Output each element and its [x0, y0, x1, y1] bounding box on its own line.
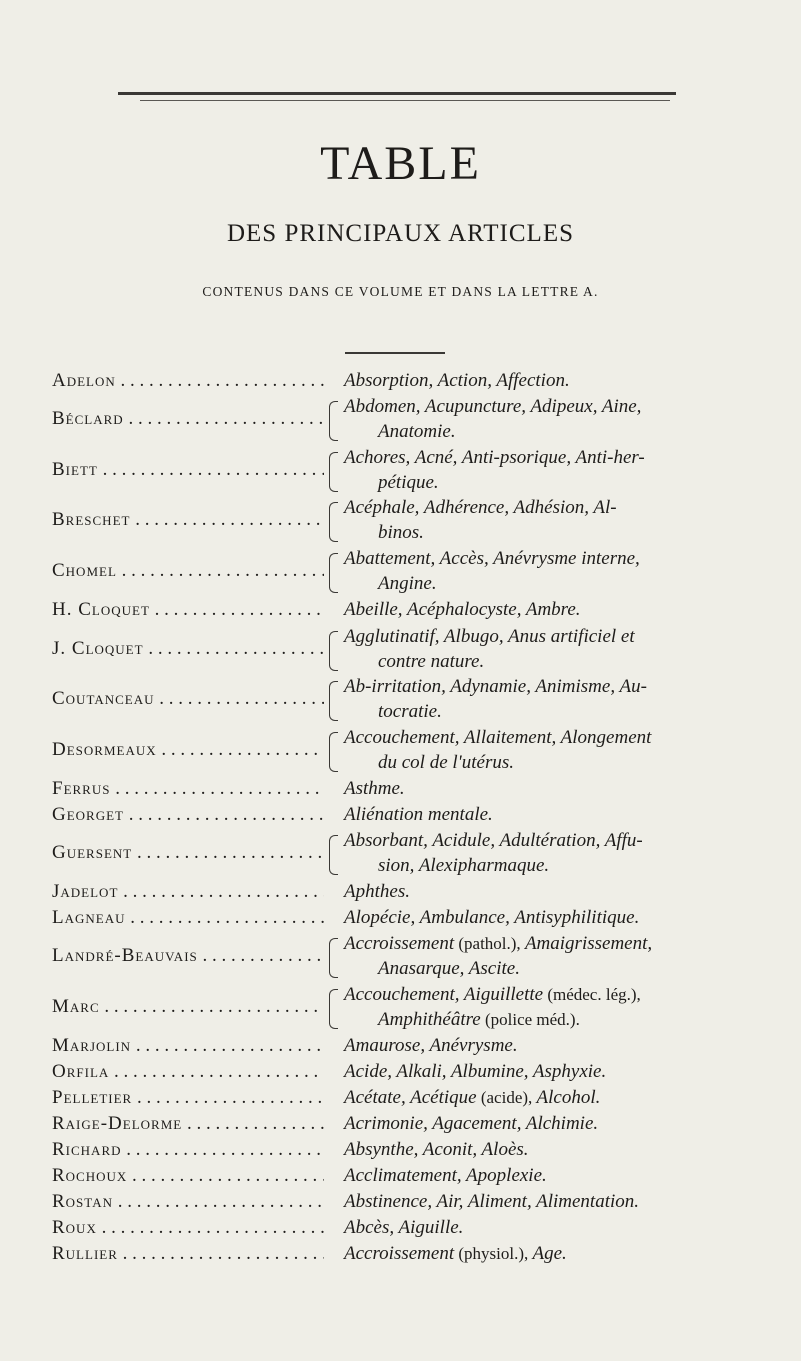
author-name: Rullier . . .	[52, 1243, 324, 1265]
article-qualifier: (physiol.),	[454, 1244, 533, 1263]
author-name: Rostan . . .	[52, 1191, 324, 1213]
author-name: Coutanceau . . .	[52, 688, 324, 710]
separator-rule	[345, 352, 445, 354]
author-name: Breschet . . .	[52, 509, 324, 531]
author-name: H. Cloquet . . .	[52, 599, 324, 621]
author-name: Lagneau . . .	[52, 907, 324, 929]
article-term: Amphithéâtre	[378, 1009, 481, 1030]
article-list-cont: Angine.	[378, 573, 437, 594]
author-name: Roux . . .	[52, 1217, 324, 1239]
article-list: Asthme.	[344, 778, 405, 799]
article-list: Aphthes.	[344, 881, 410, 902]
author-name: Béclard . . .	[52, 408, 324, 430]
article-list	[344, 984, 764, 1006]
brace	[329, 553, 338, 593]
article-qualifier: (pathol.),	[454, 934, 525, 953]
article-list: Abdomen, Acupuncture, Adipeux, Aine,	[344, 396, 642, 417]
article-list-cont: du col de l'utérus.	[378, 752, 514, 773]
article-term: Accouchement, Aiguillette	[344, 984, 544, 1005]
article-list: Acclimatement, Apoplexie.	[344, 1165, 547, 1186]
article-term: Accroissement	[344, 1243, 455, 1264]
article-list: Amaurose, Anévrysme.	[344, 1035, 518, 1056]
article-list: Abeille, Acéphalocyste, Ambre.	[344, 599, 581, 620]
brace	[329, 732, 338, 772]
article-term: Age.	[532, 1243, 567, 1264]
top-rule	[118, 92, 676, 95]
article-list: Abattement, Accès, Anévrysme interne,	[344, 548, 640, 569]
page-note: CONTENUS DANS CE VOLUME ET DANS LA LETTRE A.	[202, 284, 599, 299]
article-list-cont: contre nature.	[378, 651, 485, 672]
article-term: Accroissement	[344, 933, 455, 954]
author-name: Ferrus . . .	[52, 778, 324, 800]
article-list: Acrimonie, Agacement, Alchimie.	[344, 1113, 599, 1134]
article-term: Acétate, Acétique	[344, 1087, 477, 1108]
article-list-cont: Anasarque, Ascite.	[378, 958, 520, 979]
brace	[329, 681, 338, 721]
author-name: Biett . . .	[52, 459, 324, 481]
article-list: Acide, Alkali, Albumine, Asphyxie.	[344, 1061, 607, 1082]
article-list: Abstinence, Air, Aliment, Alimentation.	[344, 1191, 640, 1212]
author-name: Jadelot . . .	[52, 881, 324, 903]
author-name: Rochoux . . .	[52, 1165, 324, 1187]
brace	[329, 502, 338, 542]
article-list: Abcès, Aiguille.	[344, 1217, 464, 1238]
article-list-cont: Anatomie.	[378, 421, 456, 442]
brace	[329, 631, 338, 671]
article-list-cont	[378, 1009, 798, 1031]
article-qualifier: (acide),	[476, 1088, 537, 1107]
article-term: Alcohol.	[536, 1087, 601, 1108]
article-list: Absorption, Action, Affection.	[344, 370, 570, 391]
author-name: Desormeaux . . .	[52, 739, 324, 761]
brace	[329, 401, 338, 441]
author-name: Marjolin . . .	[52, 1035, 324, 1057]
article-list-cont: sion, Alexipharmaque.	[378, 855, 550, 876]
page-subtitle: DES PRINCIPAUX ARTICLES	[226, 220, 575, 247]
article-list: Alopécie, Ambulance, Antisyphilitique.	[344, 907, 640, 928]
article-list-cont: binos.	[378, 522, 424, 543]
brace	[329, 835, 338, 875]
article-list-cont: pétique.	[378, 472, 439, 493]
author-name: Pelletier . . .	[52, 1087, 324, 1109]
article-list: Achores, Acné, Anti-psorique, Anti-her-	[344, 447, 645, 468]
article-list: Acéphale, Adhérence, Adhésion, Al-	[344, 497, 617, 518]
article-list: Absorbant, Acidule, Adultération, Affu-	[344, 830, 643, 851]
author-name: Chomel . . .	[52, 560, 324, 582]
author-name: Landré-Beauvais . . .	[52, 945, 324, 967]
article-list: Aliénation mentale.	[344, 804, 493, 825]
article-list	[344, 933, 764, 955]
article-term: Amaigrissement,	[524, 933, 653, 954]
author-name: Richard . . .	[52, 1139, 324, 1161]
author-name: Raige-Delorme . . .	[52, 1113, 324, 1135]
author-name: J. Cloquet . . .	[52, 638, 324, 660]
author-name: Orfila . . .	[52, 1061, 324, 1083]
article-list: Absynthe, Aconit, Aloès.	[344, 1139, 529, 1160]
author-name: Marc . . .	[52, 996, 324, 1018]
article-list	[344, 1243, 764, 1265]
article-qualifier: (médec. lég.),	[543, 985, 641, 1004]
brace	[329, 938, 338, 978]
brace	[329, 989, 338, 1029]
author-name: Guersent . . .	[52, 842, 324, 864]
article-list	[344, 1087, 764, 1109]
article-list: Accouchement, Allaitement, Alongement	[344, 727, 652, 748]
author-name: Adelon . . .	[52, 370, 324, 392]
author-name: Georget . . .	[52, 804, 324, 826]
page-title: TABLE	[320, 137, 481, 190]
brace	[329, 452, 338, 492]
article-list: Agglutinatif, Albugo, Anus artificiel et	[344, 626, 635, 647]
top-rule-thin	[140, 100, 670, 101]
article-list: Ab-irritation, Adynamie, Animisme, Au-	[344, 676, 647, 697]
article-list-cont: tocratie.	[378, 701, 442, 722]
article-qualifier: (police méd.).	[480, 1010, 580, 1029]
